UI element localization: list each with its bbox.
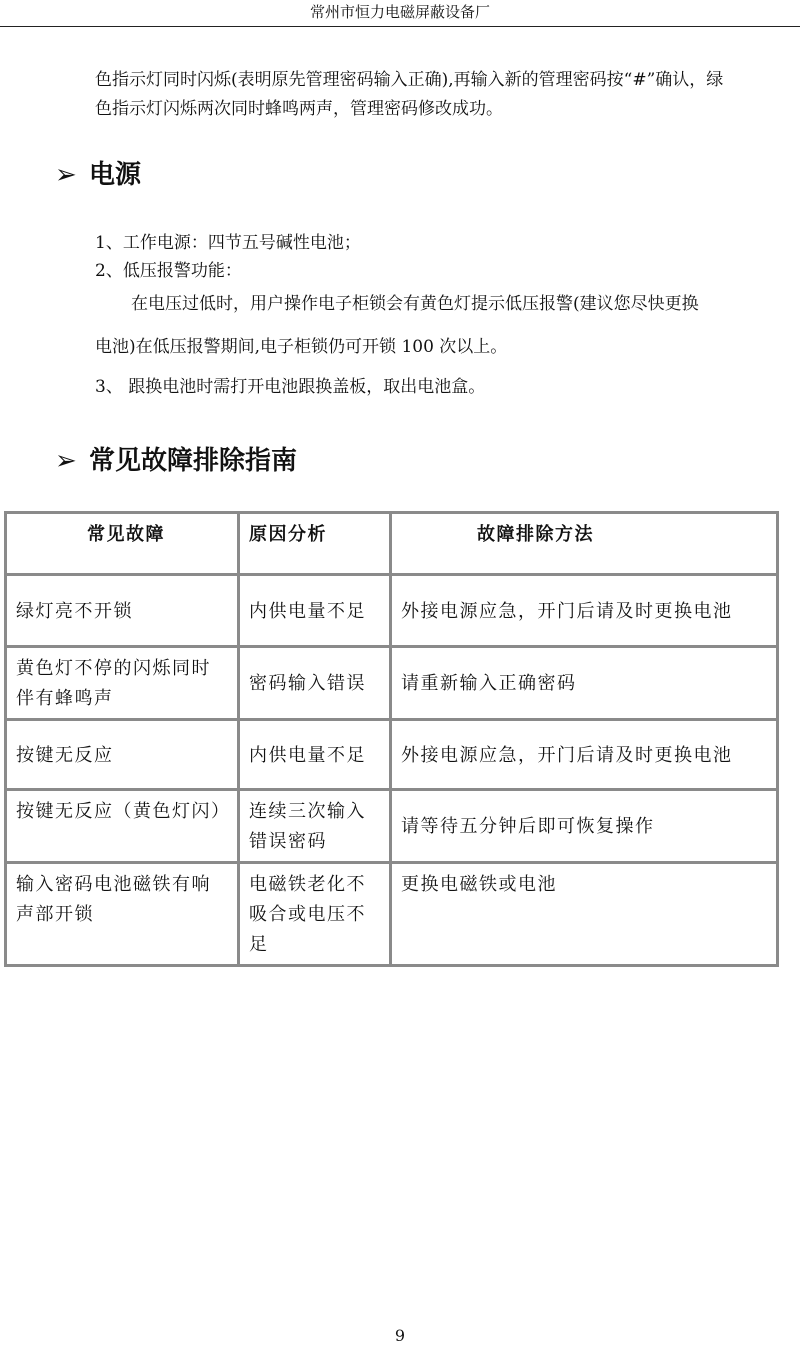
table-cell: 内供电量不足 [239,720,391,790]
column-header: 常见故障 [6,513,239,575]
table-cell: 外接电源应急，开门后请及时更换电池 [391,575,778,647]
table-cell: 黄色灯不停的闪烁同时伴有蜂鸣声 [6,647,239,720]
table-cell: 更换电磁铁或电池 [391,863,778,966]
troubleshooting-heading [55,444,297,478]
intro-line-2: 色指示灯闪烁两次同时蜂鸣两声，管理密码修改成功。 [95,99,503,119]
arrow-bullet-icon: ➢ [55,446,77,476]
table-row [6,720,778,790]
table-cell: 绿灯亮不开锁 [6,575,239,647]
table-row [6,647,778,720]
table-cell: 密码输入错误 [239,647,391,720]
table-row [6,575,778,647]
troubleshooting-table [4,511,779,967]
intro-line-1: 色指示灯同时闪烁(表明原先管理密码输入正确),再输入新的管理密码按“#”确认，绿 [95,70,724,90]
column-header: 故障排除方法 [391,513,778,575]
power-item-1: 1、工作电源：四节五号碱性电池； [95,233,361,253]
table-cell: 连续三次输入错误密码 [239,790,391,863]
table-row [6,863,778,966]
table-header-row [6,513,778,575]
table-cell: 按键无反应（黄色灯闪） [6,790,239,863]
table-cell: 内供电量不足 [239,575,391,647]
table-cell: 请重新输入正确密码 [391,647,778,720]
power-heading [55,158,141,192]
power-desc-line-1: 在电压过低时，用户操作电子柜锁会有黄色灯提示低压报警(建议您尽快更换 [131,294,699,314]
table-cell: 电磁铁老化不吸合或电压不足 [239,863,391,966]
table-cell: 按键无反应 [6,720,239,790]
troubleshooting-heading-text: 常见故障排除指南 [89,446,298,476]
table-cell: 外接电源应急，开门后请及时更换电池 [391,720,778,790]
power-item-2: 2、低压报警功能： [95,261,242,281]
table-cell: 请等待五分钟后即可恢复操作 [391,790,778,863]
page-number: 9 [394,1326,406,1345]
table-cell: 输入密码电池磁铁有响声部开锁 [6,863,239,966]
table-row [6,790,778,863]
arrow-bullet-icon: ➢ [55,160,77,190]
power-item-3: 3、 跟换电池时需打开电池跟换盖板，取出电池盒。 [95,377,486,397]
power-desc-line-2: 电池)在低压报警期间,电子柜锁仍可开锁 100 次以上。 [95,337,508,357]
header-title: 常州市恒力电磁屏蔽设备厂 [309,3,490,21]
column-header: 原因分析 [239,513,391,575]
power-heading-text: 电源 [89,160,142,190]
page-header [0,0,800,27]
